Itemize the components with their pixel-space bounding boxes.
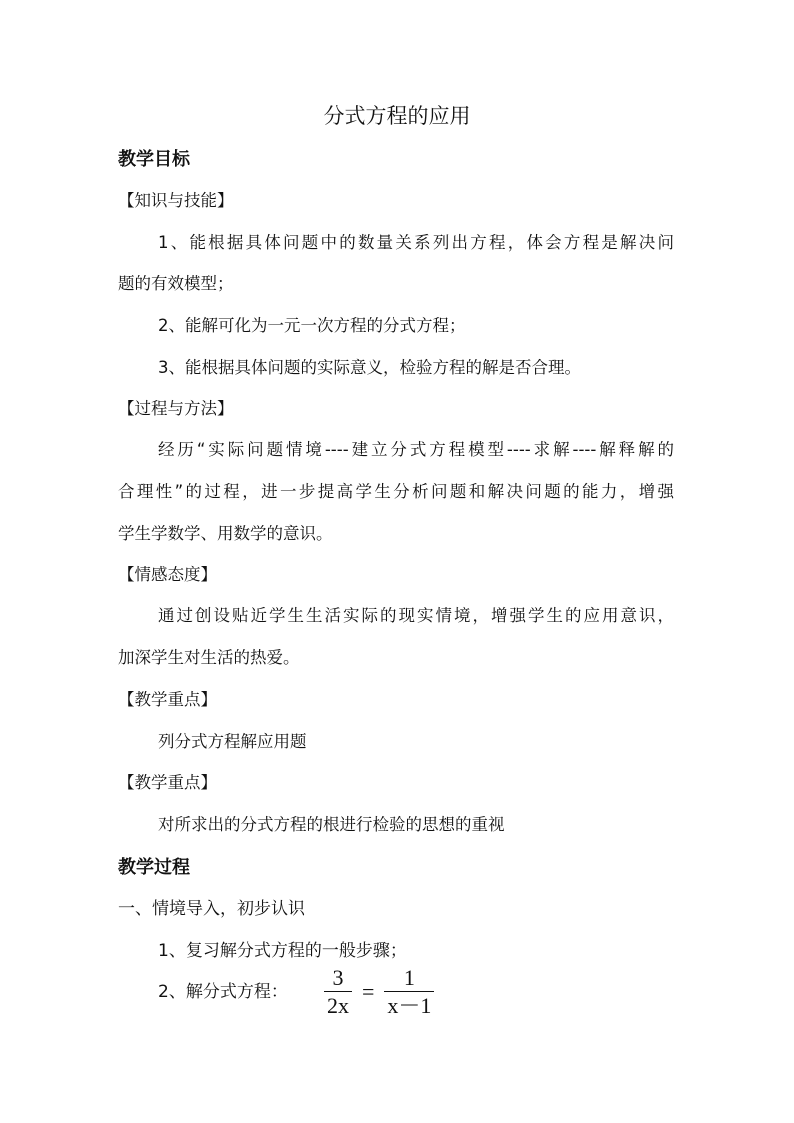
key-point-2-text: 对所求出的分式方程的根进行检验的思想的重视: [158, 815, 505, 834]
key-point-1-text: 列分式方程解应用题: [158, 732, 307, 751]
knowledge-item-3: 3、能根据具体问题的实际意义，检验方程的解是否合理。: [158, 358, 581, 377]
right-fraction: [384, 965, 434, 1020]
emotion-line1: 通过创设贴近学生生活实际的现实情境，增强学生的应用意识，: [158, 606, 674, 625]
process-line2: 合理性”的过程，进一步提高学生分析问题和解决问题的能力，增强: [118, 482, 674, 501]
left-fraction: [324, 965, 352, 1020]
left-denominator: 2x: [327, 992, 349, 1018]
section-teaching-goals: 教学目标: [118, 149, 190, 170]
heading-knowledge-skills: 【知识与技能】: [118, 191, 234, 210]
knowledge-item-1-line1: 1、能根据具体问题中的数量关系列出方程，体会方程是解决问: [158, 233, 674, 252]
fraction-equation: [320, 964, 438, 1020]
part1-heading: 一、情境导入，初步认识: [118, 899, 305, 919]
part1-step1: 1、复习解分式方程的一般步骤；: [158, 941, 407, 961]
right-numerator: 1: [403, 964, 415, 990]
heading-process-method: 【过程与方法】: [118, 399, 234, 418]
knowledge-item-2: 2、能解可化为一元一次方程的分式方程；: [158, 316, 466, 335]
process-line1: 经历“实际问题情境----建立分式方程模型----求解----解释解的: [158, 440, 674, 459]
page-title: 分式方程的应用: [323, 104, 471, 128]
heading-emotion-attitude: 【情感态度】: [118, 565, 217, 584]
part1-step2: 2、解分式方程：: [158, 982, 288, 1002]
knowledge-item-1-line2: 题的有效模型；: [118, 274, 234, 293]
heading-key-point-2: 【教学重点】: [118, 773, 217, 792]
emotion-line2: 加深学生对生活的热爱。: [118, 648, 300, 667]
process-line3: 学生学数学、用数学的意识。: [118, 524, 333, 543]
section-teaching-process: 教学过程: [118, 857, 190, 878]
right-denominator: x－1: [387, 992, 432, 1018]
heading-key-point-1: 【教学重点】: [118, 690, 217, 709]
left-numerator: 3: [332, 964, 344, 990]
equals-sign: =: [362, 979, 375, 1004]
